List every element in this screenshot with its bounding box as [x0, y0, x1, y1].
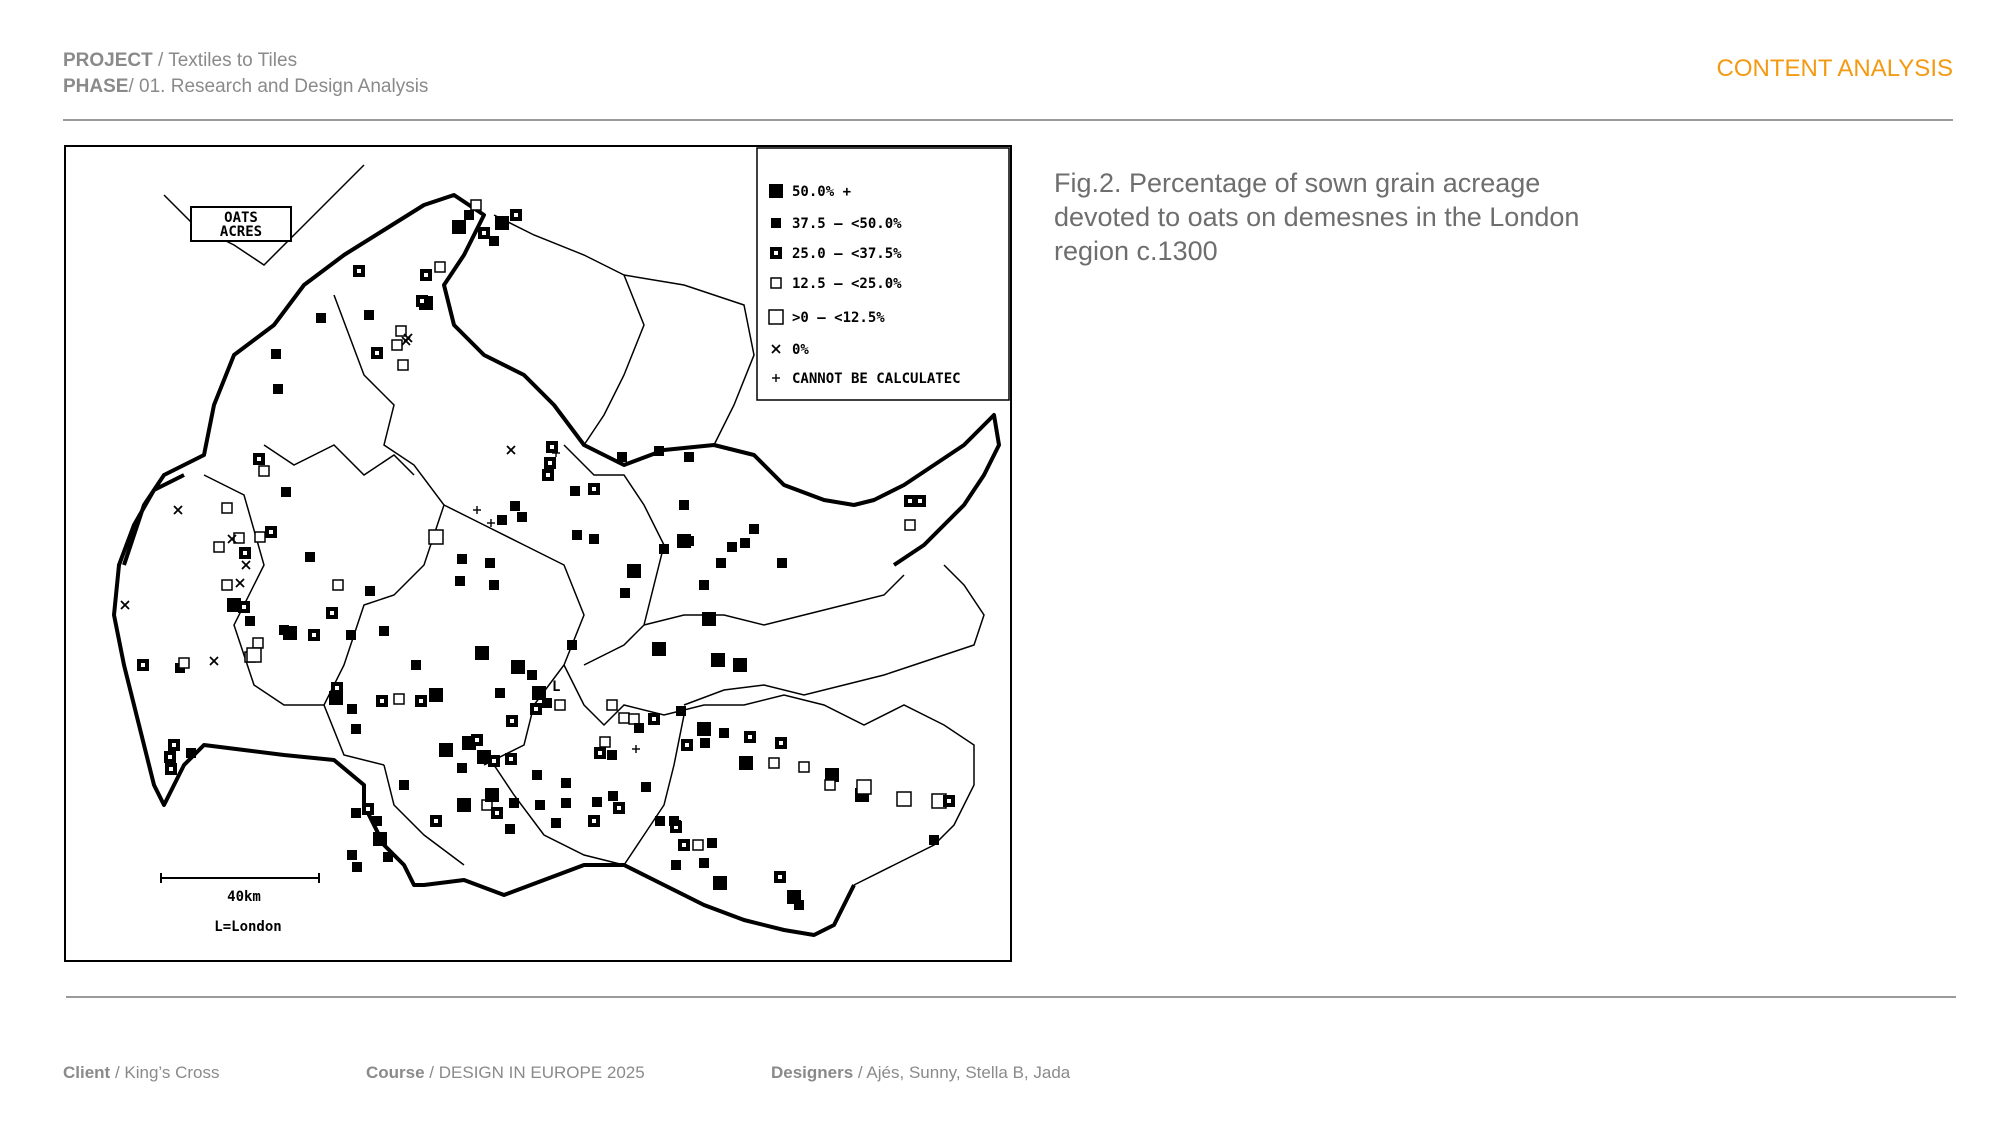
demesne-symbol [238, 601, 250, 613]
demesne-symbol [555, 700, 565, 710]
demesne-symbol [511, 660, 525, 674]
demesne-symbol [943, 795, 955, 807]
demesne-symbol [457, 554, 467, 564]
map-title-line1: OATS [224, 210, 258, 226]
legend-item-label: CANNOT BE CALCULATEC [792, 371, 961, 387]
demesne-symbol [613, 802, 625, 814]
demesne-symbol [435, 262, 445, 272]
demesne-symbol [509, 798, 519, 808]
demesne-symbol [168, 739, 180, 751]
demesne-symbol [510, 209, 522, 221]
demesne-symbol [678, 839, 690, 851]
demesne-symbol [697, 722, 711, 736]
demesne-symbol [777, 558, 787, 568]
legend-item-label: 12.5 – <25.0% [792, 276, 902, 292]
demesne-symbol [588, 815, 600, 827]
demesne-symbol [608, 791, 618, 801]
demesne-symbol [719, 728, 729, 738]
demesne-symbol [551, 818, 561, 828]
demesne-symbol [351, 724, 361, 734]
project-line [63, 48, 428, 74]
demesne-symbol [510, 501, 520, 511]
demesne-symbol [700, 738, 710, 748]
demesne-symbol [179, 658, 189, 668]
demesne-symbol [271, 349, 281, 359]
demesne-symbol [497, 515, 507, 525]
demesne-symbol [733, 658, 747, 672]
demesne-symbol [699, 858, 709, 868]
demesne-symbol [398, 360, 408, 370]
demesne-symbol [684, 536, 694, 546]
demesne-symbol [362, 803, 374, 815]
demesne-symbol [283, 626, 297, 640]
demesne-symbol [711, 653, 725, 667]
demesne-symbol [607, 700, 617, 710]
project-value: / Textiles to Tiles [152, 50, 298, 71]
demesne-symbol [239, 547, 251, 559]
demesne-symbol [744, 731, 756, 743]
demesne-symbol [333, 580, 343, 590]
demesne-symbol [471, 734, 483, 746]
demesne-symbol [535, 800, 545, 810]
demesne-symbol [308, 629, 320, 641]
demesne-symbol [857, 780, 871, 794]
demesne-symbol [929, 835, 939, 845]
demesne-symbol [592, 797, 602, 807]
demesne-symbol [416, 295, 428, 307]
demesne-symbol [255, 532, 265, 542]
demesne-symbol [655, 816, 665, 826]
demesne-symbol [775, 737, 787, 749]
demesne-symbol [352, 862, 362, 872]
demesne-symbol [346, 630, 356, 640]
legend-item-label: 25.0 – <37.5% [792, 246, 902, 262]
demesne-symbol [589, 534, 599, 544]
demesne-symbol [702, 612, 716, 626]
project-label: PROJECT [63, 50, 153, 71]
demesne-symbol [588, 483, 600, 495]
footer-designers [771, 1063, 1070, 1083]
map-title-line2: ACRES [219, 224, 263, 240]
footer-course [366, 1063, 645, 1083]
demesne-symbol [247, 648, 261, 662]
demesne-symbol [475, 646, 489, 660]
london-marker: L [552, 679, 561, 695]
header-divider [63, 119, 1953, 121]
demesne-symbol [430, 815, 442, 827]
legend-item-label: 0% [792, 342, 809, 358]
demesne-symbol [455, 576, 465, 586]
demesne-symbol [561, 798, 571, 808]
demesne-symbol [186, 748, 196, 758]
demesne-symbol [265, 526, 277, 538]
demesne-symbol [253, 638, 263, 648]
demesne-symbol [669, 816, 679, 826]
demesne-symbol [429, 530, 443, 544]
phase-label: PHASE [63, 76, 129, 97]
demesne-symbol [794, 900, 804, 910]
demesne-symbol [505, 753, 517, 765]
demesne-symbol [164, 751, 176, 763]
figure-caption: Fig.2. Percentage of sown grain acreage devoted to oats on demesnes in the London region c.1300 [1054, 168, 1580, 266]
demesne-symbol [544, 457, 556, 469]
client-label: Client [63, 1063, 111, 1082]
demesne-symbol [739, 756, 753, 770]
demesne-symbol [620, 588, 630, 598]
phase-value: / 01. Research and Design Analysis [128, 76, 429, 97]
demesne-symbol [214, 542, 224, 552]
footer-divider [66, 996, 1956, 998]
demesne-symbol [222, 503, 232, 513]
demesne-symbol [600, 737, 610, 747]
demesne-symbol [897, 792, 911, 806]
demesne-symbol [619, 713, 629, 723]
oats-acreage-map [64, 145, 1012, 962]
demesne-symbol [634, 723, 644, 733]
demesne-symbol [253, 453, 265, 465]
demesne-symbol [478, 227, 490, 239]
demesne-symbol [137, 659, 149, 671]
demesne-symbol [542, 469, 554, 481]
demesne-symbol [489, 580, 499, 590]
demesne-symbol [659, 544, 669, 554]
demesne-symbol [679, 500, 689, 510]
phase-line [63, 74, 428, 100]
demesne-symbol [457, 798, 471, 812]
demesne-symbol [379, 626, 389, 636]
demesne-symbol [365, 586, 375, 596]
client-value: / King’s Cross [110, 1063, 220, 1082]
demesne-symbol [629, 714, 639, 724]
demesne-symbol [273, 384, 283, 394]
demesne-symbol [707, 838, 717, 848]
demesne-symbol [740, 538, 750, 548]
demesne-symbol [394, 694, 404, 704]
demesne-symbol [914, 495, 926, 507]
demesne-symbol [716, 558, 726, 568]
demesne-symbol [165, 763, 177, 775]
demesne-symbol [452, 220, 466, 234]
demesne-symbol [495, 688, 505, 698]
demesne-symbol [491, 807, 503, 819]
designers-value: / Ajés, Sunny, Stella B, Jada [853, 1063, 1071, 1082]
course-value: / DESIGN IN EUROPE 2025 [424, 1063, 645, 1082]
demesne-symbol [351, 808, 361, 818]
demesne-symbol [617, 452, 627, 462]
demesne-symbol [627, 564, 641, 578]
demesne-symbol [825, 780, 835, 790]
demesne-symbol [527, 670, 537, 680]
demesne-symbol [532, 770, 542, 780]
demesne-symbol [641, 782, 651, 792]
demesne-symbol [245, 616, 255, 626]
demesne-symbol [376, 695, 388, 707]
demesne-symbol [392, 340, 402, 350]
project-info [63, 48, 428, 100]
legend-item-label: 37.5 – <50.0% [792, 216, 902, 232]
demesne-symbol [684, 452, 694, 462]
demesne-symbol [471, 200, 481, 210]
designers-label: Designers [771, 1063, 854, 1082]
demesne-symbol [671, 860, 681, 870]
demesne-symbol [399, 780, 409, 790]
legend-item [772, 371, 961, 387]
section-title: CONTENT ANALYSIS [1716, 55, 1953, 82]
demesne-symbol [594, 747, 606, 759]
demesne-symbol [530, 703, 542, 715]
demesne-symbol [505, 824, 515, 834]
demesne-symbol [681, 739, 693, 751]
demesne-symbol [429, 688, 443, 702]
demesne-symbol [347, 850, 357, 860]
demesne-symbol [415, 695, 427, 707]
course-label: Course [366, 1063, 425, 1082]
demesne-symbol [439, 743, 453, 757]
demesne-symbol [774, 871, 786, 883]
demesne-symbol [607, 750, 617, 760]
demesne-symbol [488, 755, 500, 767]
demesne-symbol [305, 552, 315, 562]
demesne-symbol [411, 660, 421, 670]
demesne-symbol [532, 686, 546, 700]
demesne-symbol [281, 487, 291, 497]
legend-item-label: 50.0% + [792, 184, 852, 200]
demesne-symbol [364, 310, 374, 320]
demesne-symbol [489, 236, 499, 246]
demesne-symbol [699, 580, 709, 590]
demesne-symbol [347, 704, 357, 714]
demesne-symbol [648, 713, 660, 725]
demesne-symbol [727, 542, 737, 552]
demesne-symbol [457, 763, 467, 773]
demesne-symbol [693, 840, 703, 850]
demesne-symbol [485, 558, 495, 568]
demesne-symbol [676, 706, 686, 716]
demesne-symbol [713, 876, 727, 890]
demesne-symbol [572, 530, 582, 540]
demesne-symbol [259, 466, 269, 476]
demesne-symbol [799, 762, 809, 772]
legend-item [769, 184, 851, 200]
demesne-symbol [383, 852, 393, 862]
demesne-symbol [567, 640, 577, 650]
scale-label: 40km [227, 889, 261, 905]
demesne-symbol [561, 778, 571, 788]
demesne-symbol [316, 313, 326, 323]
demesne-symbol [485, 788, 499, 802]
demesne-symbol [769, 758, 779, 768]
demesne-symbol [749, 524, 759, 534]
demesne-symbol [654, 446, 664, 456]
demesne-symbol [517, 512, 527, 522]
footer-client [63, 1063, 220, 1083]
demesne-symbol [652, 642, 666, 656]
demesne-symbol [506, 715, 518, 727]
demesne-symbol [420, 269, 432, 281]
demesne-symbol [353, 265, 365, 277]
demesne-symbol [464, 210, 474, 220]
legend-item-label: >0 – <12.5% [792, 310, 885, 326]
demesne-symbol [372, 816, 382, 826]
demesne-symbol [222, 580, 232, 590]
demesne-symbol [371, 347, 383, 359]
demesne-symbol [905, 520, 915, 530]
demesne-symbol [329, 691, 343, 705]
demesne-symbol [326, 607, 338, 619]
demesne-symbol [373, 832, 387, 846]
london-key-label: L=London [214, 919, 282, 935]
demesne-symbol [542, 698, 552, 708]
demesne-symbol [570, 486, 580, 496]
demesne-symbol [495, 216, 509, 230]
